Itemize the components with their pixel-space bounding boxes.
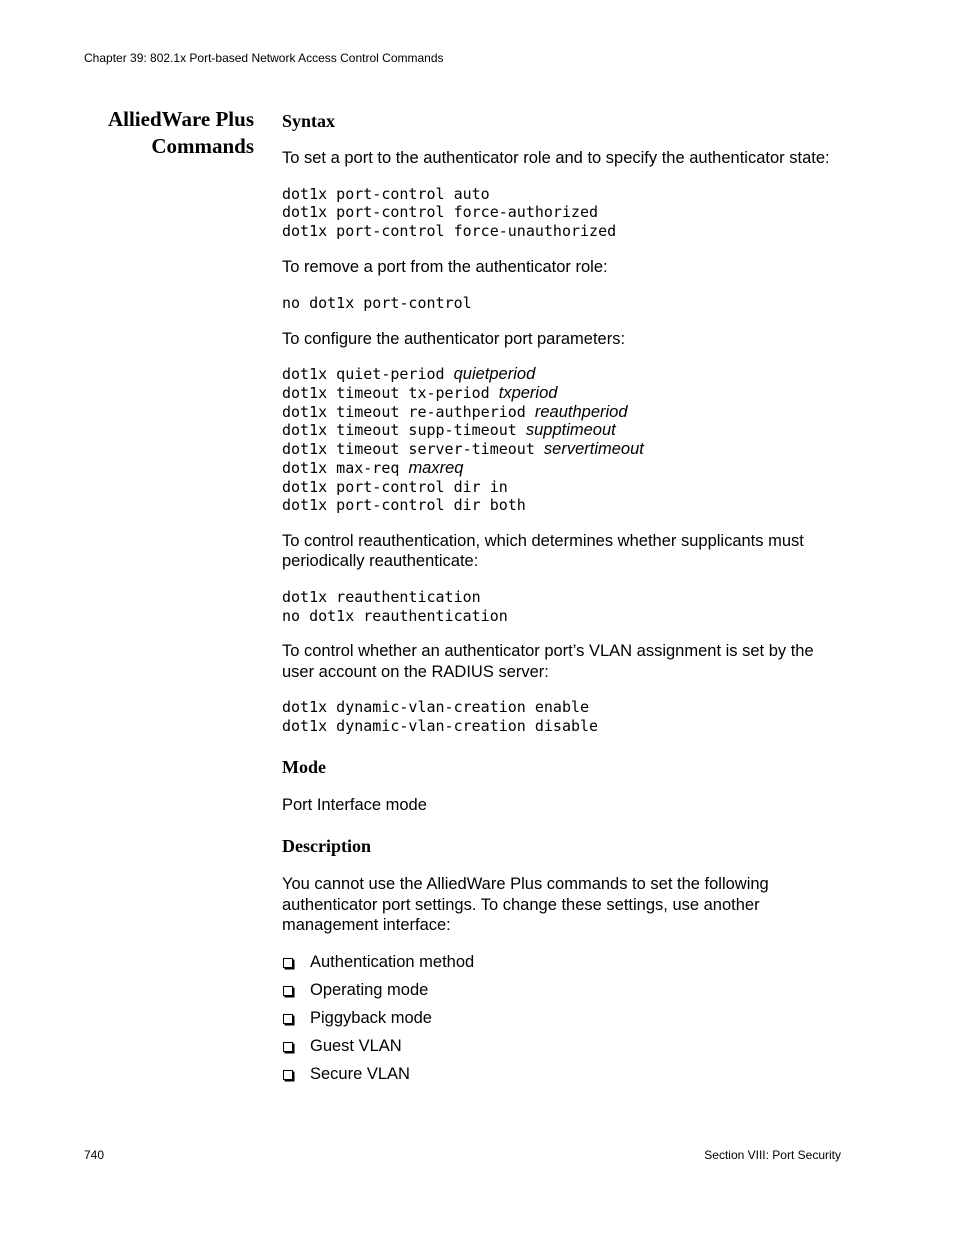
code-line: dot1x port-control force-unauthorized xyxy=(282,221,617,240)
list-item-label: Operating mode xyxy=(310,980,429,999)
code-line: dot1x port-control force-authorized xyxy=(282,203,599,222)
remove-command: no dot1x port-control xyxy=(282,294,472,313)
list-item xyxy=(282,1008,842,1029)
command-argument: reauthperiod xyxy=(534,402,628,421)
syntax-heading: Syntax xyxy=(282,111,336,131)
checkbox-bullet-icon xyxy=(283,1014,293,1024)
code-line xyxy=(282,421,842,440)
mode-heading: Mode xyxy=(282,756,326,777)
command-argument: maxreq xyxy=(408,458,464,477)
list-item xyxy=(282,980,842,1001)
mode-text: Port Interface mode xyxy=(282,795,427,814)
settings-list xyxy=(282,952,842,1085)
list-item-label: Secure VLAN xyxy=(310,1064,410,1083)
list-item xyxy=(282,1064,842,1085)
list-item xyxy=(282,1036,842,1057)
list-item-label: Authentication method xyxy=(310,952,475,971)
code-line xyxy=(282,459,842,478)
command-text: dot1x port-control dir both xyxy=(282,496,526,515)
command-argument: quietperiod xyxy=(453,365,536,384)
role-commands xyxy=(282,185,842,241)
code-line xyxy=(282,496,842,515)
code-line: dot1x reauthentication xyxy=(282,587,481,606)
reauth-intro: To control reauthentication, which determines whether supplicants must periodically reauthenticate: xyxy=(282,531,804,571)
checkbox-bullet-icon xyxy=(283,1042,293,1052)
syntax-intro: To set a port to the authenticator role and to specify the authenticator state: xyxy=(282,149,830,167)
checkbox-bullet-icon xyxy=(283,986,293,996)
code-line xyxy=(282,440,842,459)
content xyxy=(282,110,842,1084)
command-text: dot1x timeout supp-timeout xyxy=(282,421,526,440)
command-argument: servertimeout xyxy=(543,440,644,459)
command-text: dot1x port-control dir in xyxy=(282,477,508,496)
section-title-line1: AlliedWare Plus xyxy=(107,107,254,131)
section-title xyxy=(108,106,254,160)
params-intro: To configure the authenticator port parameters: xyxy=(282,329,626,348)
checkbox-bullet-icon xyxy=(283,958,293,968)
remove-intro: To remove a port from the authenticator role: xyxy=(282,257,608,276)
vlan-commands xyxy=(282,698,842,735)
code-line: dot1x dynamic-vlan-creation disable xyxy=(282,717,599,736)
vlan-intro: To control whether an authenticator port’s VLAN assignment is set by the user account on the RADIUS server: xyxy=(282,642,814,681)
list-item xyxy=(282,952,842,973)
code-line: no dot1x reauthentication xyxy=(282,606,508,625)
checkbox-bullet-icon xyxy=(283,1070,293,1080)
section-title-line2: Commands xyxy=(151,134,254,158)
description-heading: Description xyxy=(282,836,371,857)
command-text: dot1x timeout re-authperiod xyxy=(282,402,535,421)
command-argument: supptimeout xyxy=(525,421,616,440)
list-item-label: Piggyback mode xyxy=(310,1008,432,1027)
code-line xyxy=(282,478,842,497)
footer-section: Section VIII: Port Security xyxy=(704,1148,841,1162)
command-text: dot1x quiet-period xyxy=(282,365,454,384)
reauth-commands xyxy=(282,588,842,625)
description-text: You cannot use the AlliedWare Plus commands to set the following authenticator port settings. To change these settings, use another management interface: xyxy=(282,875,769,935)
param-commands xyxy=(282,365,842,515)
command-argument: txperiod xyxy=(498,384,558,403)
code-line: dot1x port-control auto xyxy=(282,184,490,203)
command-text: dot1x max-req xyxy=(282,458,409,477)
page-number: 740 xyxy=(84,1148,105,1162)
code-line xyxy=(282,384,842,403)
code-line xyxy=(282,365,842,384)
list-item-label: Guest VLAN xyxy=(310,1036,402,1055)
code-line xyxy=(282,403,842,422)
command-text: dot1x timeout server-timeout xyxy=(282,440,544,459)
code-line: dot1x dynamic-vlan-creation enable xyxy=(282,698,590,717)
running-header: Chapter 39: 802.1x Port-based Network Access Control Commands xyxy=(84,51,444,65)
command-text: dot1x timeout tx-period xyxy=(282,384,499,403)
